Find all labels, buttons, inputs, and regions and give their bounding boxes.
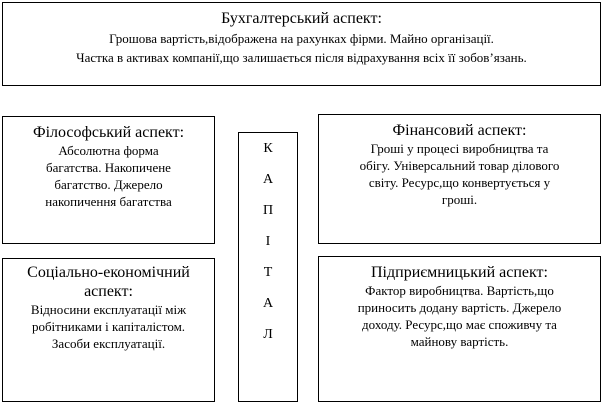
kapital-letter: І [265, 234, 271, 249]
philosophical-aspect-box [2, 116, 215, 244]
entrepreneurial-aspect-line: приносить додану вартість. Джерело [357, 300, 562, 315]
financial-aspect-line: світу. Ресурс,що конвертується у [368, 175, 551, 190]
entrepreneurial-aspect-title: Підприємницький аспект: [370, 264, 548, 281]
kapital-vertical-box [238, 132, 298, 402]
kapital-letter: А [262, 296, 274, 311]
accounting-aspect-title: Бухгалтерський аспект: [221, 10, 382, 27]
financial-aspect-line: гроші. [441, 192, 478, 207]
socioeconomic-aspect-line: робітниками і капіталістом. [31, 319, 186, 334]
kapital-letter: А [262, 172, 274, 187]
philosophical-aspect-line: Абсолютна форма [58, 143, 159, 158]
socioeconomic-aspect-title: аспект: [84, 283, 133, 300]
entrepreneurial-aspect-line: майнову вартість. [410, 334, 509, 349]
philosophical-aspect-line: багатство. Джерело [54, 177, 163, 192]
financial-aspect-line: обігу. Універсальний товар ділового [359, 158, 560, 173]
philosophical-aspect-line: багатства. Накопичене [46, 160, 171, 175]
financial-aspect-line: Гроші у процесі виробництва та [370, 141, 549, 156]
kapital-letter: К [263, 141, 273, 156]
socioeconomic-aspect-box [2, 258, 215, 402]
socioeconomic-aspect-line: Засоби експлуатації. [51, 336, 166, 351]
kapital-letter: Л [263, 327, 273, 342]
kapital-letter: П [262, 203, 274, 218]
accounting-aspect-box [2, 2, 601, 86]
philosophical-aspect-line: накопичення багатства [45, 194, 172, 209]
entrepreneurial-aspect-line: Фактор виробництва. Вартість,що [365, 283, 554, 298]
accounting-aspect-line: Грошова вартість,відображена на рахунках фірми. Майно організації. [109, 31, 494, 46]
socioeconomic-aspect-line: Відносини експлуатації між [30, 302, 187, 317]
philosophical-aspect-title: Філософський аспект: [32, 124, 185, 141]
socioeconomic-aspect-title: Соціально-економічний [27, 264, 190, 281]
entrepreneurial-aspect-box [318, 256, 601, 402]
accounting-aspect-line: Частка в активах компанії,що залишається після відрахування всіх її зобов’язань. [76, 50, 527, 65]
financial-aspect-box [318, 114, 601, 244]
financial-aspect-title: Фінансовий аспект: [392, 122, 527, 139]
kapital-letter: Т [263, 265, 273, 280]
entrepreneurial-aspect-line: доходу. Ресурс,що має споживчу та [362, 317, 557, 332]
